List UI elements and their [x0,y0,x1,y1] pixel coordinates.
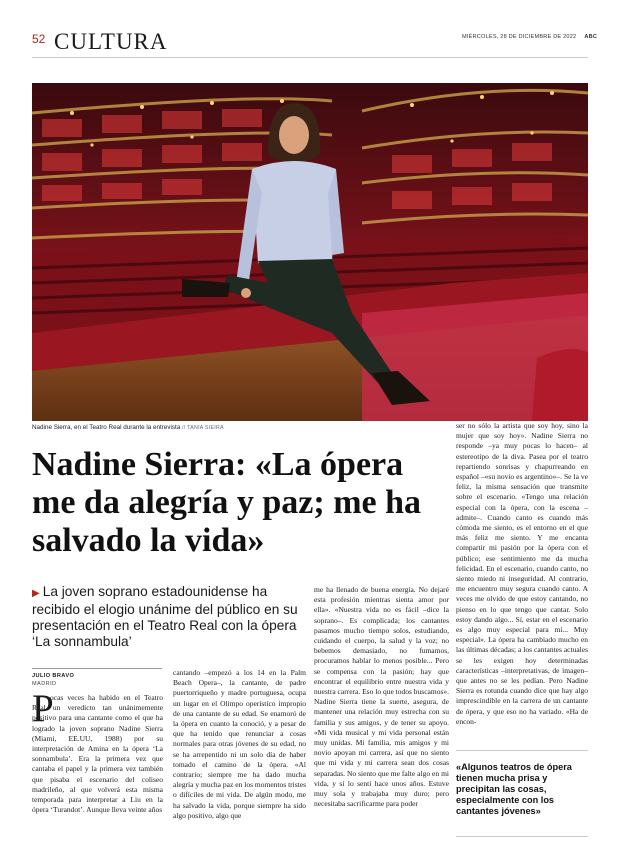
byline-rule [32,668,162,669]
body-column-3 [314,585,449,809]
body-paragraph: ocas veces ha habido en el Teatro Real un veredicto tan unánimemente positivo para una cantante como el que ha logrado la joven soprano Nadine Sierra (Miami, EE.UU, 1988) por su interpretación de Amina en la ópera ‘La sonnambula’. Era la primera vez que cantaba el papel y la primera vez también que pisaba el escenario del coliseo madrileño, al que volverá esta misma temporada para interpretar a Liu en la ópera ‘Turandot’. Aunque lleva veinte años [32,693,163,815]
body-paragraph: ser no sólo la artista que soy hoy, sino la mujer que soy hoy». Nadine Sierra no responde –ya muy pocas lo hacen– al estereotipo de la diva. Pasea por el teatro repartiendo sonrisas y chapurreando en español –«su novio es argentino»–. Se la ve feliz, la misma sensación que transmite sobre el escenario. «Tengo una relación especial con la ópera, con la escena –admite–. Cuando canto es cuando más cómoda me siento, es el entorno en el que más feliz me siento. Y me encanta compartir mi pasión por la ópera con el público; ese sentimiento me da mucha felicidad. En el escenario, cuando canto, no siento miedo ni inseguridad. Al contrario, me encuentro muy segura cuando canto. A veces me olvido de que estoy cantando, no pienso en lo que tengo que cantar. Solo estoy dando algo... Sí, estar en el escenario es algo muy especial para mí... Muy especial». La ópera ha cambiado mucho en las últimas décadas; a los cantantes actuales se les exigen hoy determinadas características –interpretativas, de imagen– que antes no se les pedían. Pero Nadine Sierra es rotunda cuando dice que hay algo imprescindible en la carrera de un cantante de ópera, y que eso no ha variado. «Ha de encon- [456,421,588,726]
caption-text: Nadine Sierra, en el Teatro Real durante la entrevista [32,424,181,431]
subtitle-text: La joven soprano estadounidense ha recibido el elogio unánime del público en su presentación en el Teatro Real con la ópera ‘La sonnambula’ [32,584,298,649]
drop-cap: P [32,687,54,730]
subtitle [32,584,317,650]
quote-rule-top [456,750,588,751]
newspaper-name: ABC [584,34,598,40]
author: JULIO BRAVO [32,673,75,679]
body-column-2 [173,668,306,821]
bullet-triangle-icon: ▶ [32,588,40,599]
photo-caption [32,424,224,431]
theatre-photo-illustration [32,83,588,421]
headline: Nadine Sierra: «La ópera me da alegría y paz; me ha salvado la vida» [32,446,422,559]
quote-rule-bottom [456,836,588,837]
page-number: 52 [32,32,46,46]
photo-credit: // TANIA SIEIRA [182,425,224,431]
header-rule [32,57,588,58]
dateline-place: MADRID [32,681,57,687]
issue-date: MIÉRCOLES, 28 DE DICIEMBRE DE 2022 [462,34,577,40]
dateline [462,34,597,40]
body-column-4 [456,421,588,727]
article-photo [32,83,588,421]
section-title: CULTURA [54,29,168,54]
body-paragraph: cantando –empezó a los 14 en la Palm Beach Opera–, la cantante, de padre puertorriqueño y madre portuguesa, ocupa un lugar en el Olimpo operístico impropio de una cantante de su edad. Se enamoró de la ópera en cuanto la conoció, y a pesar de que ha tenido que renunciar a cosas normales para otras jóvenes de su edad, no se ha arrepentido ni un solo día de haber tomado el camino de la ópera. «Al contrario; siempre me ha dado mucha alegría y mucha paz en los momentos tristes o difíciles de mi vida. De algún modo, me ha salvado la vida, porque siempre ha sido algo positivo, algo que [173,668,306,820]
pull-quote: «Algunos teatros de ópera tienen mucha prisa y precipitan las cosas, especialmente con los cantantes jóvenes» [456,762,572,816]
body-column-1 [32,693,163,815]
body-paragraph: me ha llenado de buena energía. No dejaré esta profesión mientras sienta amor por ella». «Nuestra vida no es fácil –dice la soprano–. Es complicada; los cantantes pasamos mucho tiempo solos, estudiando, cuidando el cuerpo, la salud y la voz; no bebemos demasiado, no fumamos, procuramos hablar lo menos posible... Pero se compensa con la pasión; hay que encontrar el equilibrio entre nuestra vida y nuestra carrera. Eso lo que todos buscamos». Nadine Sierra tiene la suerte, asegura, de mantener una relación muy estrecha con su familia y sus amigos, y de tener su apoyo. «Mi vida musical y mi vida personal están muy unidas. Mi familia, mis amigos y mi novio apoyan mi carrera, así que no siento que mi vida y mi carrera sean dos cosas separadas. No siento que me falte algo en mi vida, y sí lo sentí hace unos años. Estuve muy sola y trabajaba muy duro; pero necesitaba sacrificarme para poder [314,585,449,809]
